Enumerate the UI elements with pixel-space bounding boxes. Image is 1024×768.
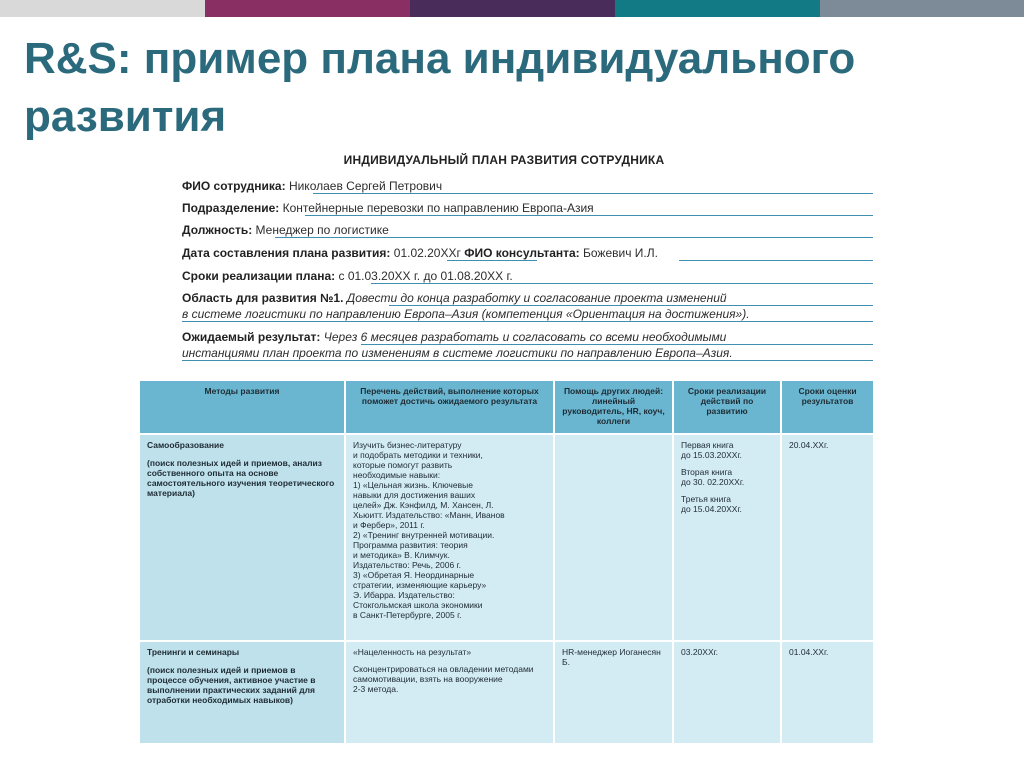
result-value-line1: Через 6 месяцев разработать и согласовать со всеми необходимыми (323, 330, 727, 344)
development-methods-table (138, 379, 875, 745)
fio-field (182, 179, 872, 193)
action-line: необходимые навыки: (353, 470, 441, 480)
underline (313, 193, 873, 194)
division-value: Контейнерные перевозки по направлению Европа-Азия (282, 201, 594, 215)
underline (275, 237, 873, 238)
result-label: Ожидаемый результат: (182, 330, 321, 344)
underline (389, 305, 873, 306)
underline (305, 215, 873, 216)
action-line: Хьюитт. Издательство: «Манн, Иванов (353, 510, 505, 520)
actions-cell (345, 434, 554, 641)
terms-cell (673, 434, 781, 641)
action-line: которые помогут развить (353, 460, 453, 470)
helpers-cell: HR-менеджер Иоганесян Б. (554, 641, 673, 744)
term-line: Вторая книга (681, 467, 733, 477)
development-area-field-cont (182, 307, 872, 321)
term-line: до 15.03.20XXг. (681, 450, 742, 460)
date-consultant-field (182, 246, 872, 260)
area-value-line1: Довести до конца разработку и согласование проекта изменений (346, 291, 727, 305)
method-cell (139, 641, 345, 744)
color-bar-segment (0, 0, 205, 17)
development-area-field (182, 291, 872, 305)
action-line: Э. Ибарра. Издательство: (353, 590, 455, 600)
development-plan-document (125, 150, 883, 758)
action-line: навыки для достижения ваших (353, 490, 476, 500)
expected-result-field-cont (182, 346, 872, 360)
action-line: в Санкт-Петербурге, 2005 г. (353, 610, 462, 620)
helpers-cell (554, 434, 673, 641)
color-bar-segment (615, 0, 820, 17)
consultant-value: Божевич И.Л. (583, 246, 658, 260)
method-name: Самообразование (147, 440, 224, 450)
method-description: (поиск полезных идей и приемов, анализ собственного опыта на основе самостоятельного изучения теоретического материала) (147, 458, 335, 498)
consultant-label: ФИО консультанта: (464, 246, 580, 260)
action-line: стратегии, изменяющие карьеру» (353, 580, 487, 590)
slide-title-line2: развития (24, 92, 227, 141)
date-value: 01.02.20XXг (393, 246, 461, 260)
color-bar-segment (820, 0, 1024, 17)
action-line: и методика» В. Климчук. (353, 550, 450, 560)
evaluation-cell: 20.04.XXг. (781, 434, 874, 641)
header-helpers: Помощь других людей: линейный руководитель, HR, коуч, коллеги (554, 380, 673, 434)
area-label: Область для развития №1. (182, 291, 344, 305)
division-field (182, 201, 872, 215)
underline (679, 260, 873, 261)
slide-title-line1: R&S: пример плана индивидуального (24, 34, 856, 83)
header-actions: Перечень действий, выполнение которых поможет достичь ожидаемого результата (345, 380, 554, 434)
terms-label: Сроки реализации плана: (182, 269, 336, 283)
action-line: Издательство: Речь, 2006 г. (353, 560, 461, 570)
position-field (182, 223, 872, 237)
table-header-row (139, 380, 874, 434)
method-cell (139, 434, 345, 641)
document-title: ИНДИВИДУАЛЬНЫЙ ПЛАН РАЗВИТИЯ СОТРУДНИКА (343, 153, 665, 167)
action-line: целей» Дж. Кэнфилд, М. Хансен, Л. (353, 500, 494, 510)
color-bar-segment (410, 0, 615, 17)
terms-field (182, 269, 872, 283)
underline (182, 360, 873, 361)
action-line: 2-3 метода. (353, 684, 399, 694)
fio-label: ФИО сотрудника: (182, 179, 286, 193)
method-description: (поиск полезных идей и приемов в процессе обучения, активное участие в выполнении практических заданий для отработки необходимых навыков) (147, 665, 316, 705)
terms-cell: 03.20XXг. (673, 641, 781, 744)
action-line: 3) «Обретая Я. Неординарные (353, 570, 475, 580)
underline (371, 283, 873, 284)
division-label: Подразделение: (182, 201, 280, 215)
position-label: Должность: (182, 223, 253, 237)
header-evaluation: Сроки оценки результатов (781, 380, 874, 434)
underline (361, 344, 873, 345)
method-name: Тренинги и семинары (147, 647, 240, 657)
header-methods: Методы развития (139, 380, 345, 434)
header-terms: Сроки реализации действий по развитию (673, 380, 781, 434)
action-line: Стокгольмская школа экономики (353, 600, 483, 610)
action-line: 1) «Цельная жизнь. Ключевые (353, 480, 473, 490)
fio-value: Николаев Сергей Петрович (288, 179, 443, 193)
table-row (139, 641, 874, 744)
area-value-line2: в системе логистики по направлению Европа–Азия (компетенция «Ориентация на достижения»). (182, 307, 750, 321)
slide-title (24, 30, 1004, 146)
top-color-bar (0, 0, 1024, 17)
action-line: Сконцентрироваться на овладении методами самомотивации, взять на вооружение (353, 664, 534, 684)
action-line: 2) «Тренинг внутренней мотивации. (353, 530, 495, 540)
table-row (139, 434, 874, 641)
action-line: Программа развития: теория (353, 540, 468, 550)
color-bar-segment (205, 0, 410, 17)
underline (182, 321, 873, 322)
terms-value: с 01.03.20XX г. до 01.08.20XX г. (338, 269, 513, 283)
underline (447, 260, 537, 261)
term-line: Первая книга (681, 440, 734, 450)
result-value-line2: инстанциями план проекта по изменениям в системе логистики по направлению Европа–Азия. (182, 346, 733, 360)
evaluation-cell: 01.04.XXг. (781, 641, 874, 744)
position-value: Менеджер по логистике (255, 223, 389, 237)
action-line: и подобрать методики и техники, (353, 450, 483, 460)
expected-result-field (182, 330, 872, 344)
term-line: до 30. 02.20XXг. (681, 477, 745, 487)
actions-cell (345, 641, 554, 744)
date-label: Дата составления плана развития: (182, 246, 391, 260)
action-line: и Фербер», 2011 г. (353, 520, 425, 530)
term-line: Третья книга (681, 494, 731, 504)
action-line: «Нацеленность на результат» (353, 647, 472, 657)
action-line: Изучить бизнес-литературу (353, 440, 462, 450)
term-line: до 15.04.20XXг. (681, 504, 742, 514)
